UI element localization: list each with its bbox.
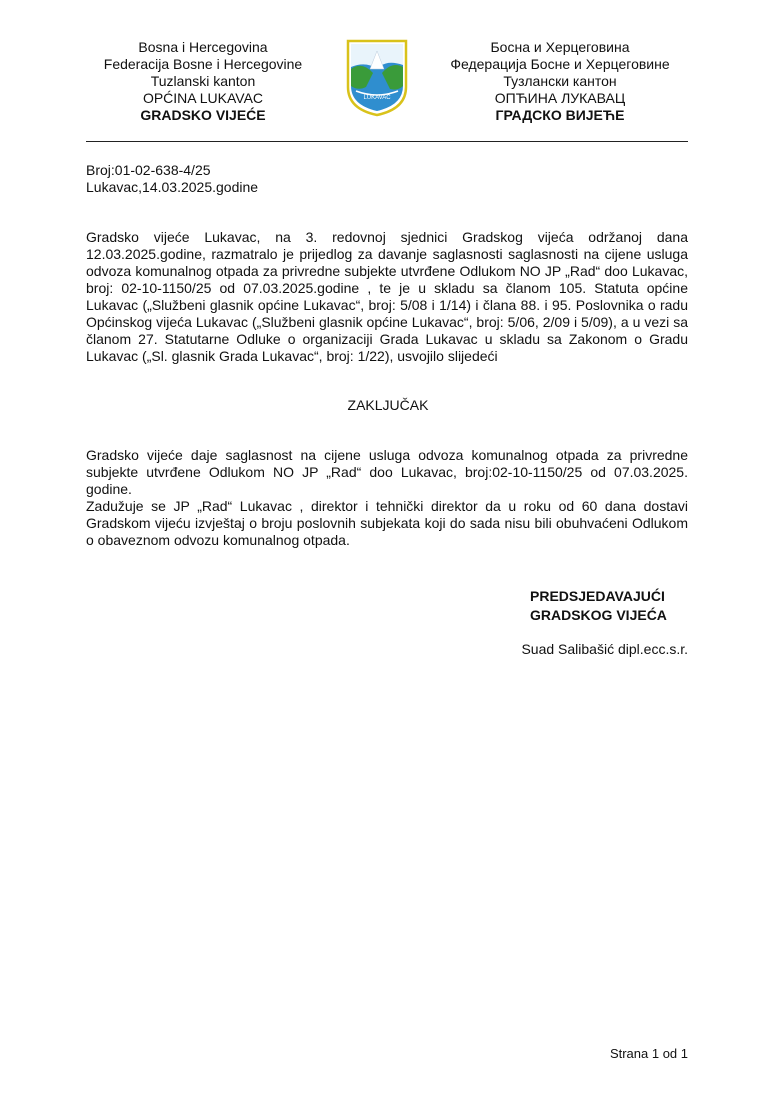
document-title: ZAKLJUČAK bbox=[347, 397, 429, 413]
intro-paragraph: Gradsko vijeće Lukavac, na 3. redovnoj sjednici Gradskog vijeća održanoj dana 12.03.2025.godine, razmatralo je prijedlog za davanje saglasnosti saglasnosti na cijene usluga odvoza komunalnog otpada za privredne subjekte utvrđene Odlukom NO JP „Rad“ doo Lukavac, broj: 02-10-1150/25 od 07.03.2025.godine , te je u skladu sa članom 105. Statuta općine Lukavac („Službeni glasnik općine Lukavac“, broj: 5/08 i 1/14) i člana 88. i 95. Poslovnika o radu Općinskog vijeća Lukavac („Službeni glasnik općine Lukavac“, broj: 5/06, 2/09 i 5/09), a u vezi sa članom 27. Statutarne Odluke o organizaciji Grada Lukavac u skladu sa Zakonom o Gradu Lukavac („Sl. glasnik Grada Lukavac“, broj: 1/22), usvojilo slijedeći bbox=[86, 229, 688, 364]
svg-text:LUKAVAC: LUKAVAC bbox=[363, 95, 391, 101]
lukavac-crest-icon bbox=[346, 39, 408, 117]
page-number: Strana 1 od 1 bbox=[609, 1046, 688, 1061]
header-left-council: GRADSKO VIJEĆE bbox=[140, 107, 266, 123]
header-left-municipality: OPĆINA LUKAVAC bbox=[142, 90, 264, 106]
header-left-country: Bosna i Hercegovina bbox=[138, 39, 268, 55]
signature-title bbox=[530, 587, 667, 625]
reference-block bbox=[86, 162, 258, 196]
header-left-canton: Tuzlanski kanton bbox=[150, 73, 256, 89]
header-left bbox=[88, 39, 318, 124]
header-right-council: ГРАДСКО ВИЈЕЋЕ bbox=[495, 107, 625, 123]
header-right-canton: Тузлански кантон bbox=[503, 73, 617, 89]
header-right-country: Босна и Херцеговина bbox=[490, 39, 630, 55]
header-divider bbox=[86, 141, 688, 142]
decision-paragraph-1: Gradsko vijeće daje saglasnost na cijene usluga odvoza komunalnog otpada za privredne subjekte utvrđene Odlukom NO JP „Rad“ doo Lukavac, broj:02-10-1150/25 od 07.03.2025. godine. bbox=[86, 447, 688, 497]
header-right-federation: Федерација Босне и Херцеговине bbox=[450, 56, 670, 72]
decision-paragraph-2: Zadužuje se JP „Rad“ Lukavac , direktor i tehnički direktor da u roku od 60 dana dostavi Gradskom vijeću izvještaj o broju poslovnih subjekata koji do sada nisu bili obuhvaćeni Odlukom o obaveznom odvozu komunalnog otpada. bbox=[86, 498, 688, 548]
header-right bbox=[440, 39, 680, 124]
signature-line-2: GRADSKOG VIJEĆA bbox=[530, 607, 667, 623]
signature-line-1: PREDSJEDAVAJUĆI bbox=[530, 588, 665, 604]
place-date: Lukavac,14.03.2025.godine bbox=[86, 179, 259, 195]
signer-name: Suad Salibašić dipl.ecc.s.r. bbox=[521, 641, 688, 657]
header-right-municipality: ОПЋИНА ЛУКАВАЦ bbox=[494, 90, 626, 106]
header-left-federation: Federacija Bosne i Hercegovine bbox=[103, 56, 303, 72]
reference-number: Broj:01-02-638-4/25 bbox=[86, 162, 211, 178]
